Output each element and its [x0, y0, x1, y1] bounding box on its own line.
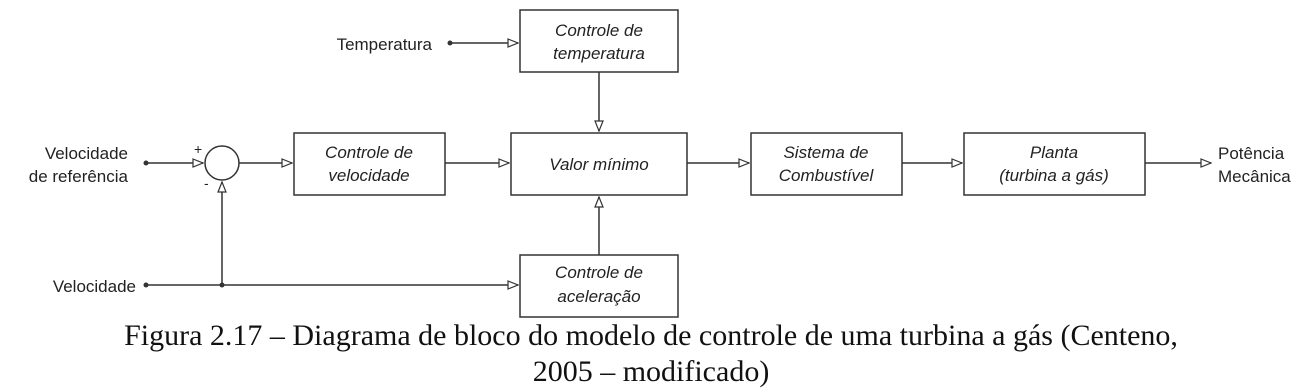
temperature-input-label: Temperatura	[336, 35, 432, 54]
summing-junction	[194, 141, 239, 191]
temperature-control-block	[520, 10, 678, 72]
caption-line1: Figura 2.17 – Diagrama de bloco do modelo de controle de uma turbina a gás (Centeno,	[124, 319, 1178, 352]
speed-input-label: Velocidade	[52, 277, 136, 296]
plus-sign: +	[194, 141, 203, 157]
acceleration-control-block	[520, 255, 678, 317]
min-value-label: Valor mínimo	[549, 155, 649, 174]
fuel-system-line2: Combustível	[778, 166, 874, 185]
figure-caption	[0, 318, 1302, 390]
plant-block	[964, 133, 1145, 195]
fuel-system-block	[751, 133, 902, 195]
caption-line2: 2005 – modificado)	[532, 355, 770, 388]
minus-sign: -	[204, 175, 209, 191]
speed-control-line1: Controle de	[325, 143, 413, 162]
temperature-control-line1: Controle de	[555, 21, 643, 40]
temperature-input-terminal	[448, 41, 453, 46]
reference-speed-label-line2: de referência	[28, 167, 128, 186]
output-label-line1: Potência	[1218, 144, 1285, 163]
acceleration-control-line2: aceleração	[557, 287, 641, 306]
speed-control-block	[294, 133, 445, 195]
feedback-junction-dot	[220, 283, 225, 288]
fuel-system-line1: Sistema de	[783, 143, 869, 162]
plant-line1: Planta	[1029, 143, 1079, 162]
speed-input-terminal	[144, 283, 149, 288]
reference-speed-terminal	[144, 161, 149, 166]
speed-control-line2: velocidade	[328, 166, 410, 185]
temperature-control-line2: temperatura	[553, 44, 645, 63]
acceleration-control-line1: Controle de	[555, 263, 643, 282]
output-label-line2: Mecânica	[1218, 167, 1291, 186]
reference-speed-label-line1: Velocidade	[44, 144, 128, 163]
plant-line2: (turbina a gás)	[999, 166, 1109, 185]
min-value-block	[511, 133, 687, 195]
